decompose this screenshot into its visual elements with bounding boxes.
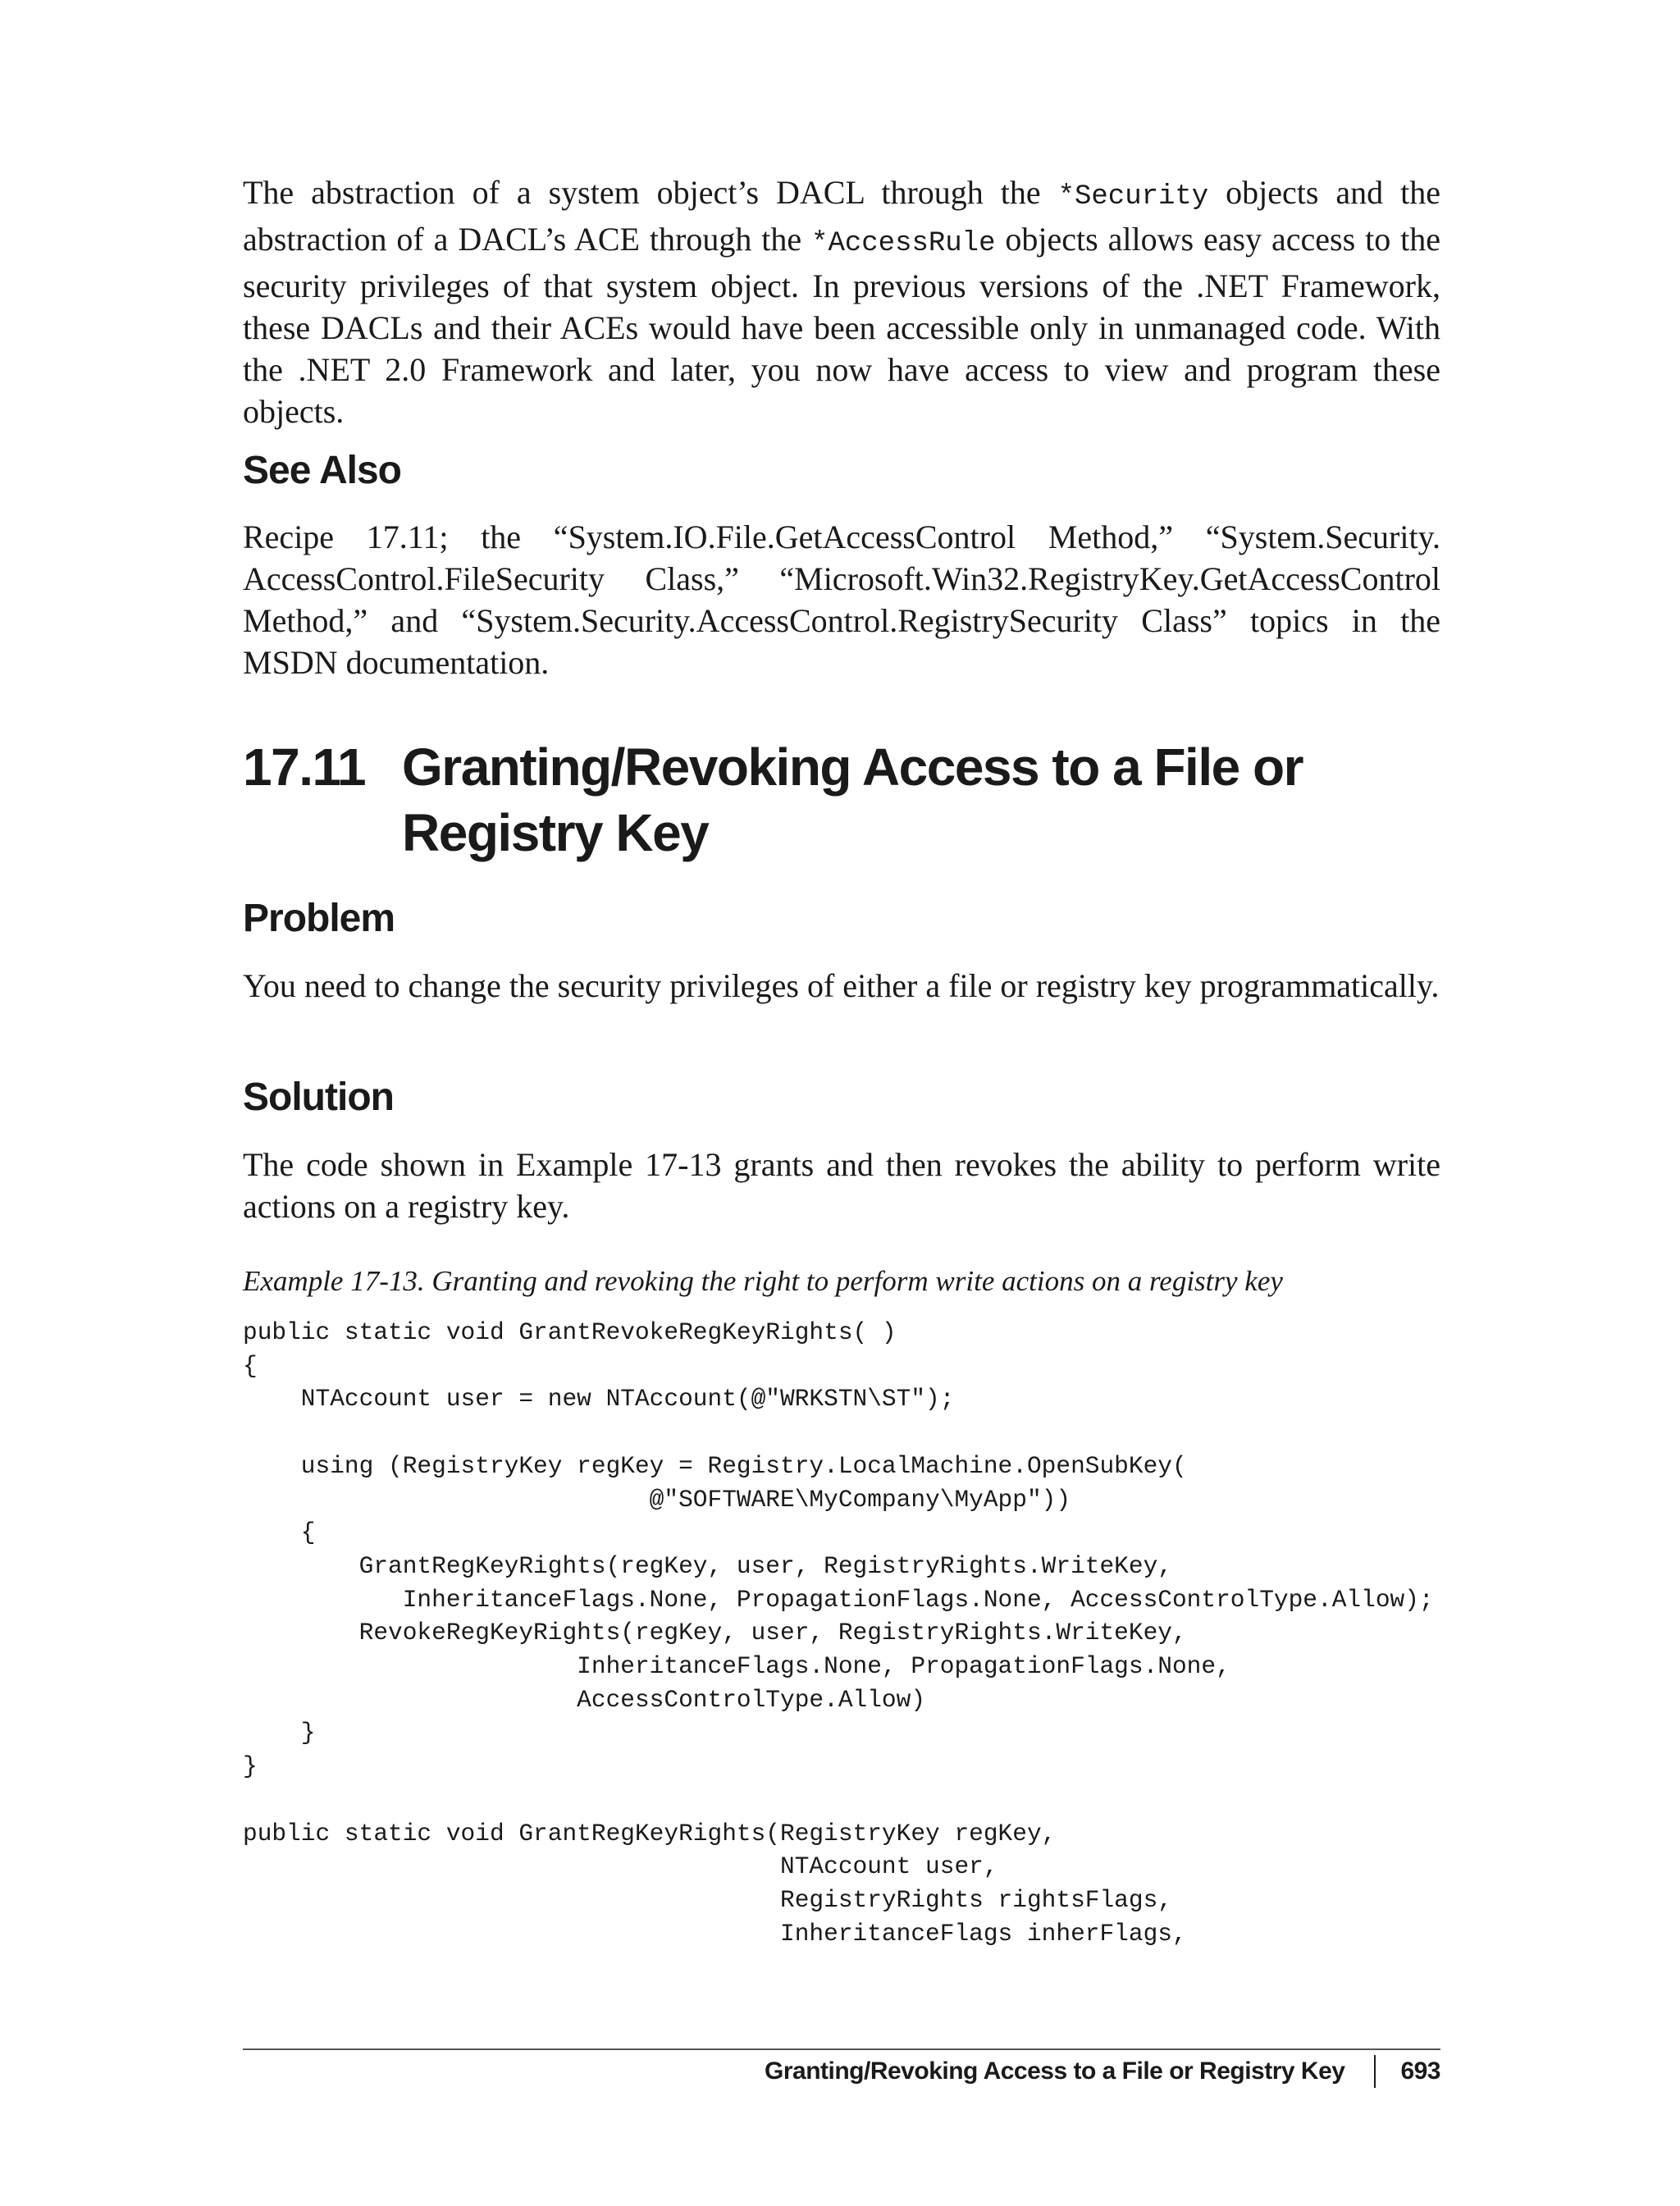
intro-text-3: objects allows easy access to the security privileges of that system object. In previous versions of the .NET Framework, these DACLs and their ACEs would have been accessible only in unmanaged code. With the .NET 2.0 Framework and later, you now have access to view and program these objects.	[243, 221, 1440, 430]
example-caption: Example 17-13. Granting and revoking the right to perform write actions on a registry key	[243, 1265, 1283, 1297]
code-listing: public static void GrantRevokeRegKeyRights( ) { NTAccount user = new NTAccount(@"WRKSTN\ST"); using (RegistryKey regKey = Registry.LocalMachine.OpenSubKey( @"SOFTWARE\MyCompany\MyApp")) { GrantRegKeyRights(regKey, user, RegistryRights.WriteKey, InheritanceFlags.None, PropagationFlags.None, AccessControlType.Allow); RevokeRegKeyRights(regKey, user, RegistryRights.WriteKey, InheritanceFlags.None, PropagationFlags.None, AccessControlType.Allow) } } public static void GrantRegKeyRights(RegistryKey regKey, NTAccount user, RegistryRights rightsFlags, InheritanceFlags inherFlags,	[243, 1318, 1434, 1948]
intro-paragraph	[243, 171, 1440, 432]
page-footer	[243, 2055, 1440, 2088]
solution-heading: Solution	[243, 1076, 394, 1119]
intro-text-2: objects and the abstraction of a DACL’s ACE through the	[243, 174, 1441, 258]
running-title: Granting/Revoking Access to a File or Registry Key	[765, 2058, 1345, 2085]
inline-code-security: *Security	[1057, 181, 1209, 212]
problem-paragraph: You need to change the security privileges of either a file or registry key programmatically.	[243, 967, 1440, 1004]
see-also-heading: See Also	[243, 449, 401, 492]
footer-separator	[1374, 2055, 1376, 2088]
problem-heading: Problem	[243, 897, 395, 940]
footer-rule	[243, 2048, 1440, 2050]
solution-paragraph: The code shown in Example 17-13 grants and then revokes the ability to perform write actions on a registry key.	[243, 1146, 1440, 1225]
section-title: Granting/Revoking Access to a File or Registry Key	[402, 738, 1303, 862]
page-number: 693	[1400, 2058, 1440, 2085]
inline-code-accessrule: *AccessRule	[811, 228, 996, 259]
section-heading	[243, 734, 1440, 866]
intro-text-1: The abstraction of a system object’s DACL through the	[243, 174, 1058, 211]
see-also-paragraph: Recipe 17.11; the “System.IO.File.GetAccessControl Method,” “System.Security.​AccessControl.FileSecurity Class,” “Microsoft.Win32.RegistryKey.GetAccessControl Method,” and “System.Security.AccessControl.RegistrySecurity Class” topics in the MSDN documentation.	[243, 518, 1440, 681]
section-number: 17.11	[243, 738, 366, 797]
